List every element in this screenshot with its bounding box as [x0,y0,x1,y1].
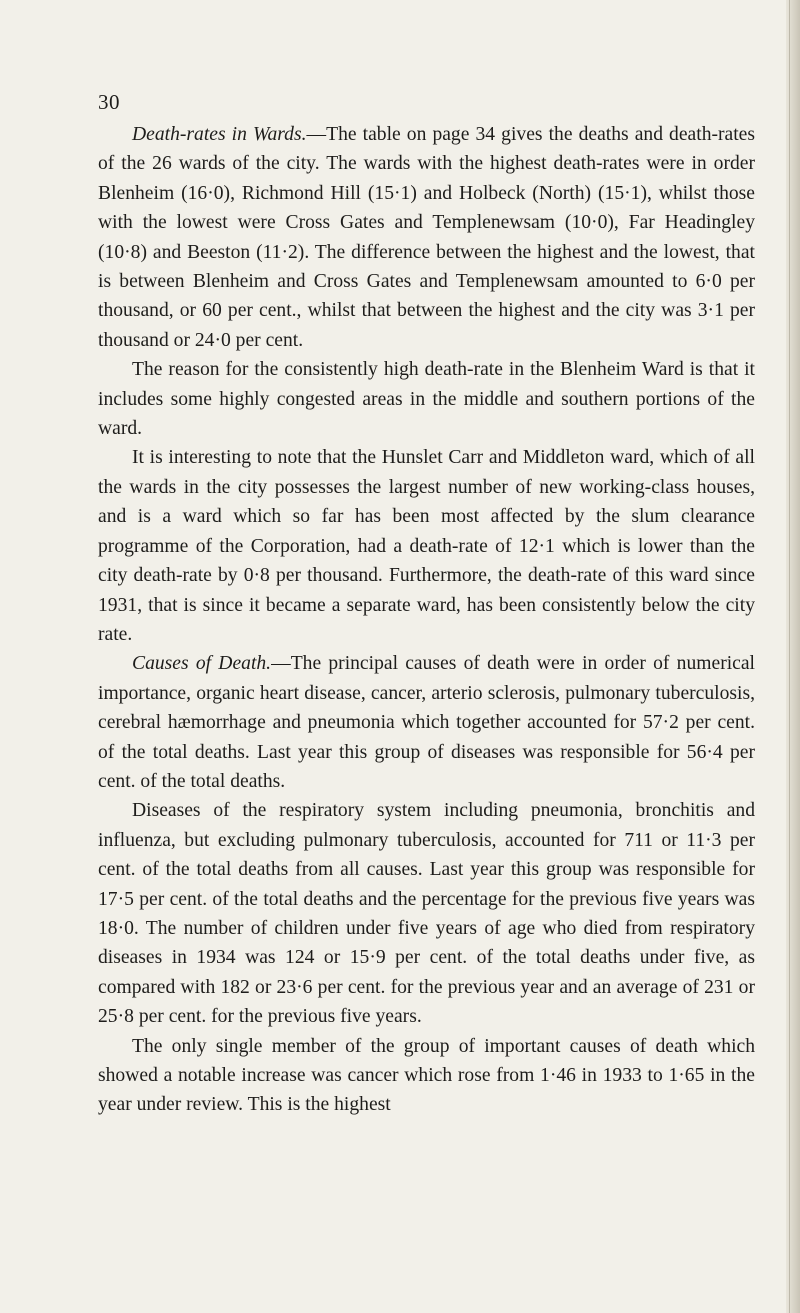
paragraph-text: Diseases of the respiratory system including pneumonia, bronchitis and influenza, but excluding pulmonary tuberculosis, accounted for 711 or 11·3 per cent. of the total deaths from all causes. Last year this group was responsible for 17·5 per cent. of the total deaths and the percentage for the previous five years was 18·0. The number of children under five years of age who died from respiratory diseases in 1934 was 124 or 15·9 per cent. of the total deaths under five, as compared with 182 or 23·6 per cent. for the previous year and an average of 231 or 25·8 per cent. for the previous five years. [98,800,755,1028]
paragraph-text: The only single member of the group of important causes of death which showed a notable increase was cancer which rose from 1·46 in 1933 to 1·65 in the year under review. This is the highest [98,1035,755,1116]
paragraph-blenheim-reason [98,355,755,443]
section-heading-causes-of-death: Causes of Death. [132,653,272,675]
paragraph-text: —The table on page 34 gives the deaths and death-rates of the 26 wards of the city. The wards with the highest death-rates were in order Blenheim (16·0), Richmond Hill (15·1) and Holbeck (North) (15·1), whilst those with the lowest were Cross Gates and Templenewsam (10·0), Far Headingley (10·8) and Beeston (11·2). The difference between the highest and the lowest, that is between Blenheim and Cross Gates and Templenewsam amounted to 6·0 per thousand, or 60 per cent., whilst that between the highest and the city was 3·1 per thousand or 24·0 per cent. [98,124,756,351]
paragraph-death-rates-in-wards [98,120,755,355]
page-edge-line [789,0,790,1313]
paragraph-causes-of-death [98,649,755,796]
paragraph-hunslet-carr-middleton [98,443,755,649]
paragraph-respiratory-diseases [98,796,755,1031]
paragraph-text: —The principal causes of death were in order of numerical importance, organic heart disease, cancer, arterio sclerosis, pulmonary tuberculosis, cerebral hæmorrhage and pneumonia which together accounted for 57·2 per cent. of the total deaths. Last year this group of diseases was responsible for 56·4 per cent. of the total deaths. [98,653,756,792]
document-body [98,120,755,1120]
section-heading-death-rates-in-wards: Death-rates in Wards. [132,124,307,145]
paragraph-cancer-increase [98,1032,755,1120]
page-number: 30 [98,90,120,114]
paragraph-text: The reason for the consistently high death-rate in the Blenheim Ward is that it includes some highly congested areas in the middle and southern portions of the ward. [98,359,755,440]
paragraph-text: It is interesting to note that the Hunslet Carr and Middleton ward, which of all the wards in the city possesses the largest number of new working-class houses, and is a ward which so far has been most affected by the slum clearance programme of the Corporation, had a death-rate of 12·1 which is lower than the city death-rate by 0·8 per thousand. Furthermore, the death-rate of this ward since 1931, that is since it became a separate ward, has been consistently below the city rate. [98,447,755,645]
